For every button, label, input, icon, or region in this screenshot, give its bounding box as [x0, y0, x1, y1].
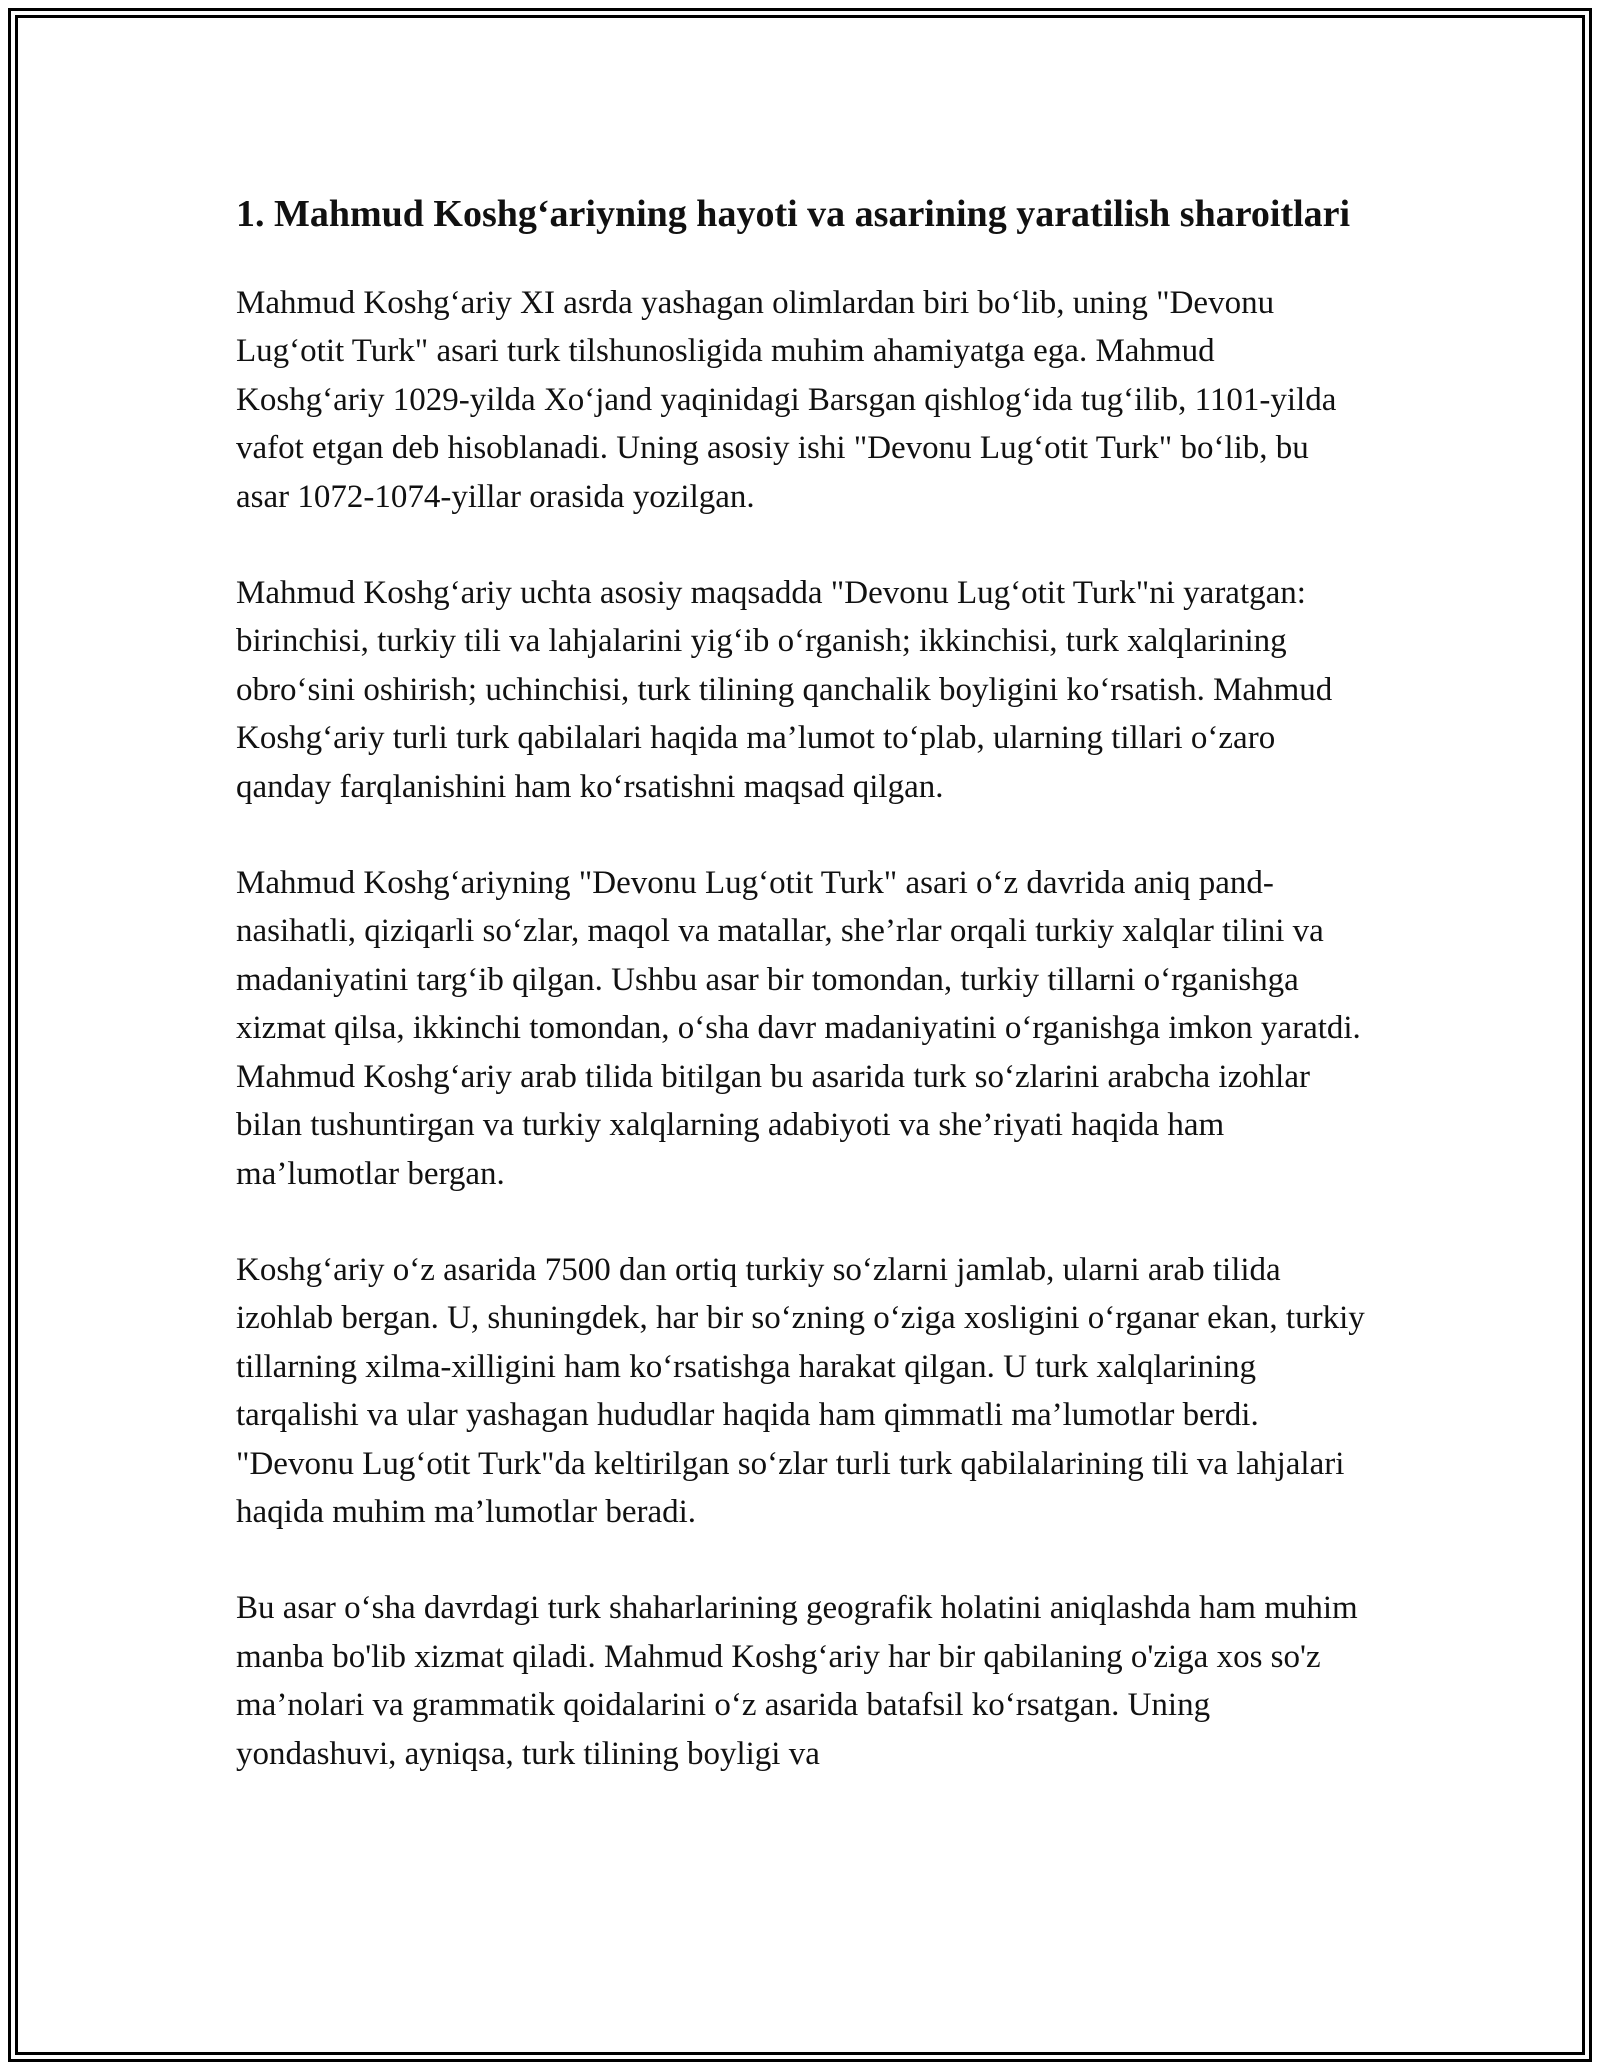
section-heading: 1. Mahmud Koshg‘ariyning hayoti va asarining yaratilish sharoitlari: [236, 193, 1351, 235]
paragraph-2: Mahmud Koshg‘ariy uchta asosiy maqsadda "Devonu Lug‘otit Turk"ni yaratgan: birinchisi, turkiy tili va lahjalarini yig‘ib o‘rganish; ikkinchisi, turk xalqlarining obro‘sini oshirish; uchinchisi, turk tilining qanchalik boyligini ko‘rsatish. Mahmud Koshg‘ariy turli turk qabilalari haqida ma’lumot to‘plab, ularning tillari o‘zaro qanday farqlanishini ham ko‘rsatishni maqsad qilgan.: [236, 575, 1333, 805]
paragraph-5: Bu asar o‘sha davrdagi turk shaharlarining geografik holatini aniqlashda ham muhim manba bo'lib xizmat qiladi. Mahmud Koshg‘ariy har bir qabilaning o'ziga xos so'z ma’nolari va grammatik qoidalarini o‘z asarida batafsil ko‘rsatgan. Uning yondashuvi, ayniqsa, turk tilining boyligi va: [236, 1590, 1358, 1772]
paragraph-4: Koshg‘ariy o‘z asarida 7500 dan ortiq turkiy so‘zlarni jamlab, ularni arab tilida izohlab bergan. U, shuningdek, har bir so‘zning o‘ziga xosligini o‘rganar ekan, turkiy tillarning xilma-xilligini ham ko‘rsatishga harakat qilgan. U turk xalqlarining tarqalishi va ular yashagan hududlar haqida ham qimmatli ma’lumotlar berdi. "Devonu Lug‘otit Turk"da keltirilgan so‘zlar turli turk qabilalarining tili va lahjalari haqida muhim ma’lumotlar beradi.: [236, 1251, 1365, 1530]
document-body: [236, 186, 1366, 1778]
paragraph-1: Mahmud Koshg‘ariy XI asrda yashagan olimlardan biri bo‘lib, uning "Devonu Lug‘otit Turk" asari turk tilshunosligida muhim ahamiyatga ega. Mahmud Koshg‘ariy 1029-yilda Xo‘jand yaqinidagi Barsgan qishlog‘ida tug‘ilib, 1101-yilda vafot etgan deb hisoblanadi. Uning asosiy ishi "Devonu Lug‘otit Turk" bo‘lib, bu asar 1072-1074-yillar orasida yozilgan.: [236, 285, 1337, 515]
paragraph-3: Mahmud Koshg‘ariyning "Devonu Lug‘otit Turk" asari o‘z davrida aniq pand-nasihatli, qiziqarli so‘zlar, maqol va matallar, she’rlar orqali turkiy xalqlar tilini va madaniyatini targ‘ib qilgan. Ushbu asar bir tomondan, turkiy tillarni o‘rganishga xizmat qilsa, ikkinchi tomondan, o‘sha davr madaniyatini o‘rganishga imkon yaratdi. Mahmud Koshg‘ariy arab tilida bitilgan bu asarida turk so‘zlarini arabcha izohlar bilan tushuntirgan va turkiy xalqlarning adabiyoti va she’riyati haqida ham ma’lumotlar bergan.: [236, 865, 1361, 1192]
